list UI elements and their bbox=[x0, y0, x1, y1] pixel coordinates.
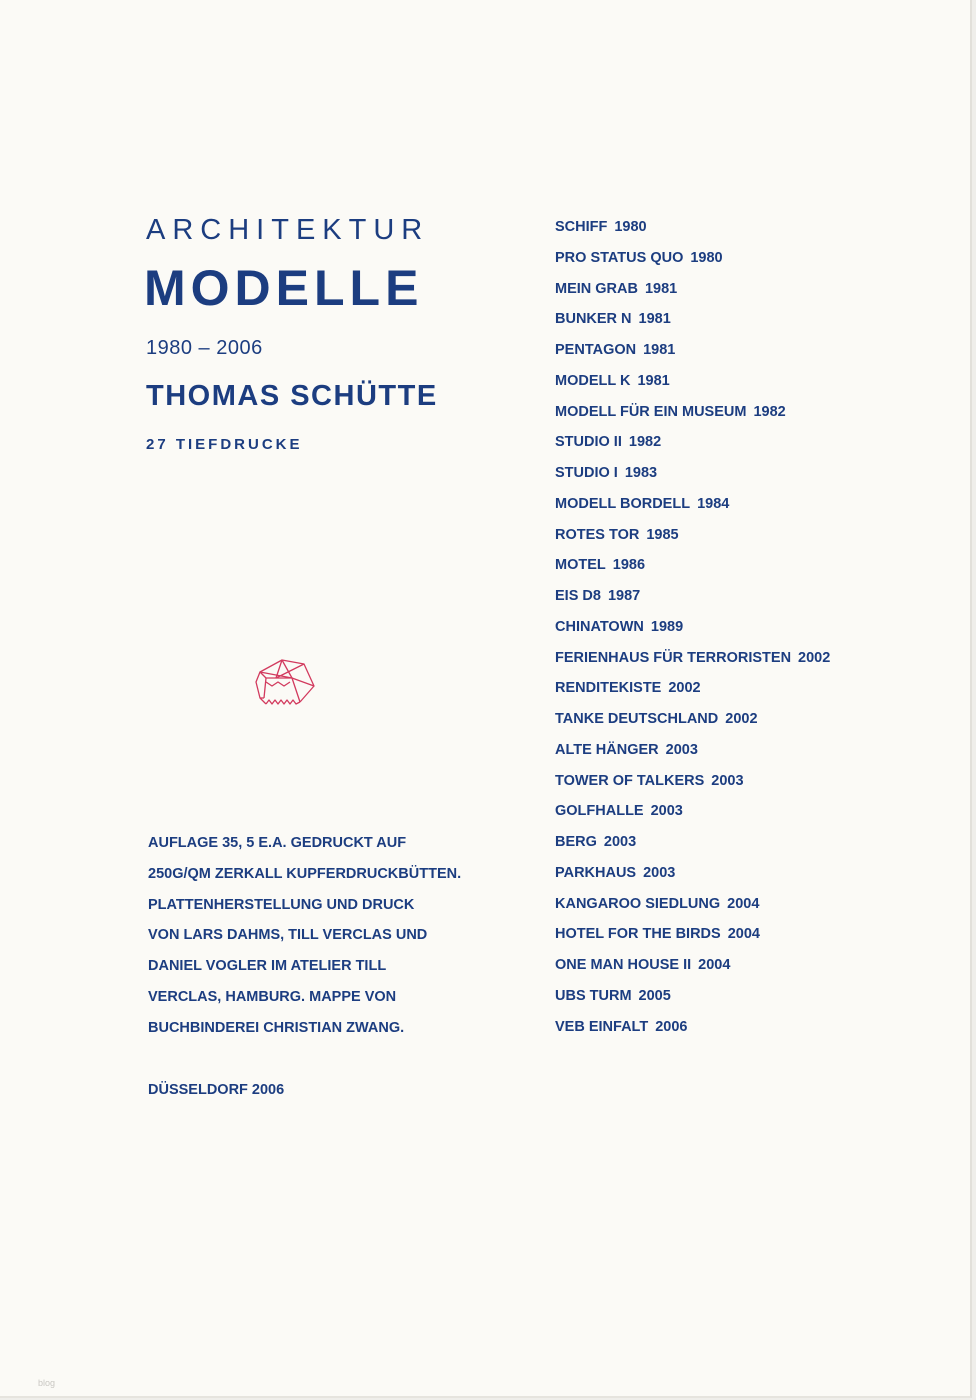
work-item bbox=[555, 427, 830, 458]
work-item bbox=[555, 981, 830, 1012]
work-title: UBS TURM bbox=[555, 987, 632, 1004]
work-item bbox=[555, 704, 830, 735]
work-title: PENTAGON bbox=[555, 342, 637, 358]
work-year: 1987 bbox=[607, 588, 641, 604]
work-item bbox=[555, 520, 830, 551]
work-title: GOLFHALLE bbox=[555, 803, 644, 820]
work-item bbox=[555, 397, 830, 428]
work-item bbox=[555, 335, 830, 366]
title-architektur: ARCHITEKTUR bbox=[146, 214, 430, 246]
work-item bbox=[555, 858, 830, 889]
work-year: 1980 bbox=[614, 219, 647, 235]
work-title: KANGAROO SIEDLUNG bbox=[555, 895, 721, 912]
work-item bbox=[555, 889, 830, 920]
place-date: DÜSSELDORF 2006 bbox=[148, 1082, 285, 1098]
work-item bbox=[555, 919, 830, 950]
work-title: BUNKER N bbox=[555, 311, 632, 328]
work-item bbox=[555, 766, 830, 797]
work-year: 2003 bbox=[665, 741, 698, 758]
work-title: MEIN GRAB bbox=[555, 280, 638, 297]
work-year: 2003 bbox=[650, 803, 683, 820]
artist-name: THOMAS SCHÜTTE bbox=[146, 380, 438, 412]
work-item bbox=[555, 212, 830, 243]
work-title: FERIENHAUS FÜR TERRORISTEN bbox=[555, 649, 792, 666]
colophon bbox=[148, 828, 461, 1044]
work-title: PARKHAUS bbox=[555, 864, 637, 881]
work-item bbox=[555, 643, 830, 674]
work-year: 2003 bbox=[643, 864, 676, 881]
work-title: ROTES TOR bbox=[555, 526, 640, 543]
work-year: 2002 bbox=[798, 649, 831, 666]
work-title: MODELL BORDELL bbox=[555, 495, 691, 512]
work-item bbox=[555, 1012, 830, 1043]
work-item bbox=[555, 304, 830, 335]
work-year: 2004 bbox=[698, 957, 731, 973]
title-modelle: MODELLE bbox=[144, 260, 424, 316]
house-stamp-icon bbox=[252, 656, 320, 712]
colophon-line: DANIEL VOGLER IM ATELIER TILL bbox=[148, 958, 387, 975]
work-year: 2004 bbox=[727, 926, 760, 943]
work-title: RENDITEKISTE bbox=[555, 680, 662, 697]
work-item bbox=[555, 673, 830, 704]
colophon-line: BUCHBINDEREI CHRISTIAN ZWANG. bbox=[148, 1019, 405, 1036]
watermark-text: blog bbox=[38, 1378, 56, 1388]
work-title: PRO STATUS QUO bbox=[555, 249, 684, 266]
work-item bbox=[555, 581, 830, 612]
work-title: TANKE DEUTSCHLAND bbox=[555, 711, 719, 727]
work-item bbox=[555, 550, 830, 581]
work-year: 1986 bbox=[612, 557, 646, 574]
work-item bbox=[555, 274, 830, 305]
work-item bbox=[555, 366, 830, 397]
work-year: 1981 bbox=[644, 280, 678, 297]
work-title: BERG bbox=[555, 834, 597, 850]
work-year: 1981 bbox=[637, 372, 670, 389]
work-year: 1981 bbox=[643, 342, 676, 358]
work-title: EIS D8 bbox=[555, 588, 601, 604]
work-year: 1982 bbox=[628, 434, 662, 451]
work-year: 1984 bbox=[697, 495, 730, 512]
colophon-line: PLATTENHERSTELLUNG UND DRUCK bbox=[148, 896, 415, 913]
work-item bbox=[555, 796, 830, 827]
work-item bbox=[555, 950, 830, 981]
work-title: CHINATOWN bbox=[555, 618, 644, 635]
work-year: 1985 bbox=[646, 526, 679, 543]
work-title: MOTEL bbox=[555, 557, 606, 574]
edition-subtitle: 27 TIEFDRUCKE bbox=[146, 436, 303, 453]
work-year: 2005 bbox=[638, 987, 671, 1004]
year-range: 1980 – 2006 bbox=[146, 337, 263, 359]
work-title: HOTEL FOR THE BIRDS bbox=[555, 926, 721, 943]
work-year: 2003 bbox=[603, 834, 637, 850]
work-year: 1981 bbox=[638, 311, 671, 328]
work-item bbox=[555, 735, 830, 766]
work-title: TOWER OF TALKERS bbox=[555, 772, 705, 789]
work-title: MODELL K bbox=[555, 372, 631, 389]
colophon-line: VERCLAS, HAMBURG. MAPPE VON bbox=[148, 988, 397, 1005]
work-item bbox=[555, 489, 830, 520]
work-item bbox=[555, 458, 830, 489]
work-year: 1980 bbox=[690, 249, 723, 266]
work-item bbox=[555, 243, 830, 274]
work-title: ONE MAN HOUSE II bbox=[555, 957, 692, 973]
work-title: STUDIO I bbox=[555, 465, 618, 481]
work-title: MODELL FÜR EIN MUSEUM bbox=[555, 403, 747, 420]
work-title: SCHIFF bbox=[555, 219, 608, 235]
colophon-line: AUFLAGE 35, 5 E.A. GEDRUCKT AUF bbox=[148, 835, 407, 851]
work-year: 1983 bbox=[624, 465, 658, 481]
work-title: ALTE HÄNGER bbox=[555, 741, 659, 758]
work-title: STUDIO II bbox=[555, 434, 622, 451]
work-item bbox=[555, 827, 830, 858]
works-list bbox=[555, 212, 830, 1042]
work-year: 1982 bbox=[753, 403, 786, 420]
work-year: 2002 bbox=[668, 680, 701, 697]
work-year: 1989 bbox=[650, 618, 684, 635]
work-item bbox=[555, 612, 830, 643]
work-year: 2004 bbox=[727, 895, 760, 912]
work-year: 2002 bbox=[725, 711, 758, 727]
work-year: 2003 bbox=[711, 772, 744, 789]
colophon-line: 250G/QM ZERKALL KUPFERDRUCKBÜTTEN. bbox=[148, 865, 462, 882]
colophon-line: VON LARS DAHMS, TILL VERCLAS UND bbox=[148, 927, 428, 944]
work-title: VEB EINFALT bbox=[555, 1018, 649, 1035]
work-year: 2006 bbox=[655, 1018, 688, 1035]
